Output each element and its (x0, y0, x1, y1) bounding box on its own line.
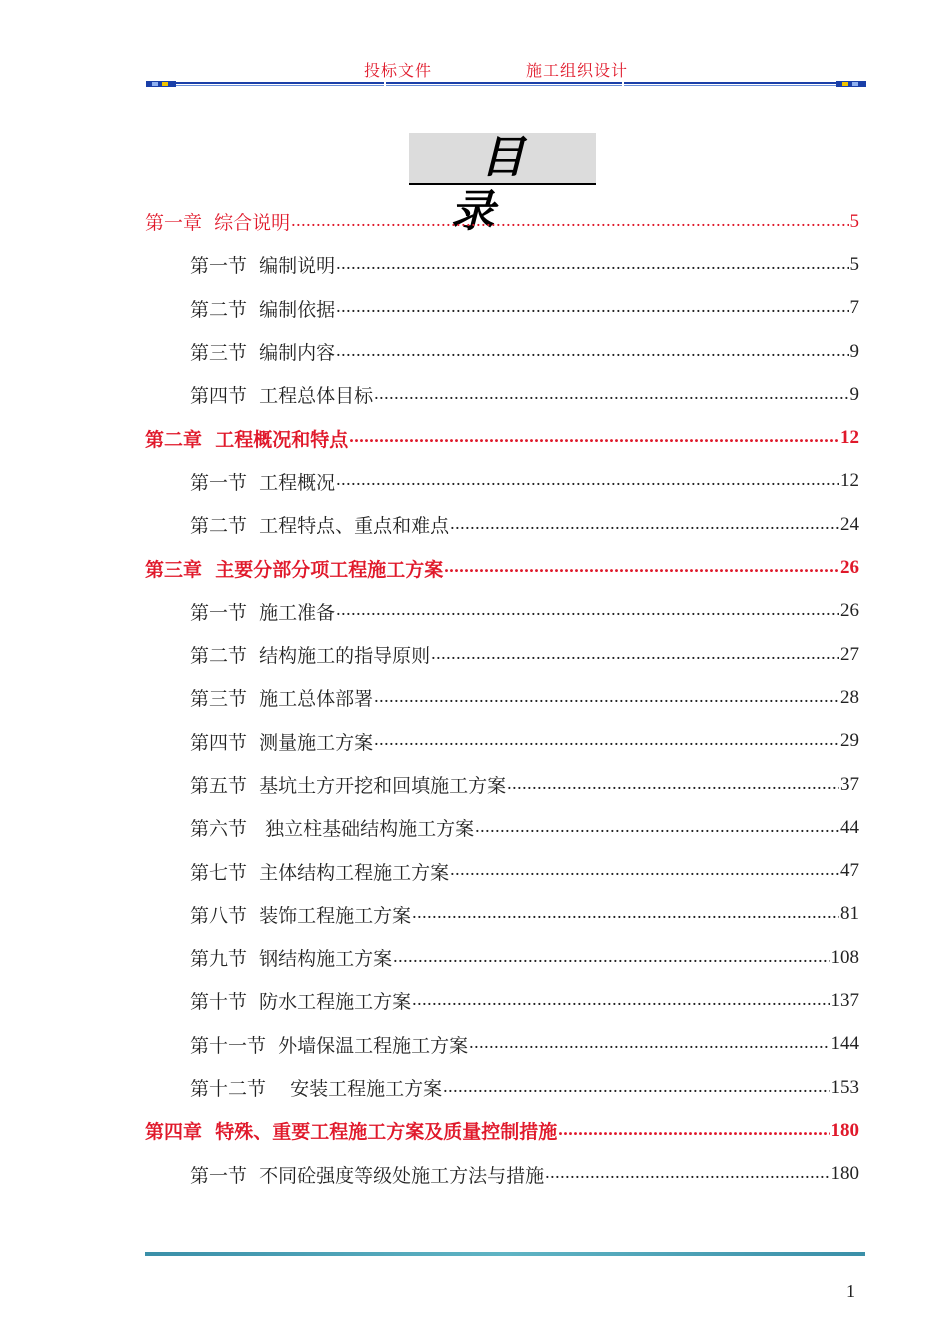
toc-entry-label: 第一章 综合说明 (145, 212, 291, 235)
toc-section-entry[interactable] (145, 763, 859, 806)
toc-entry-page: 12 (840, 470, 859, 492)
toc-entry-page: 9 (849, 340, 859, 362)
toc-entry-label: 第一节 工程概况 (190, 471, 336, 494)
toc-entry-page: 27 (840, 643, 859, 665)
toc-entry-page: 137 (830, 989, 859, 1011)
toc-leader-dots (469, 1033, 829, 1055)
toc-section-entry[interactable] (145, 979, 859, 1022)
toc-entry-label: 第二章 工程概况和特点 (145, 428, 349, 451)
page-header (146, 58, 866, 94)
toc-section-entry[interactable] (145, 1153, 859, 1196)
toc-leader-dots (374, 730, 839, 752)
toc-leader-dots (374, 687, 839, 709)
toc-entry-label: 第五节 基坑土方开挖和回填施工方案 (190, 775, 507, 797)
left-ornament-icon (146, 81, 176, 87)
toc-leader-dots (450, 514, 839, 536)
toc-entry-page: 37 (840, 773, 859, 795)
toc-leader-dots (412, 903, 839, 925)
toc-leader-dots (507, 774, 839, 796)
toc-section-entry[interactable] (145, 460, 859, 503)
header-decorative-rule (146, 80, 866, 88)
toc-entry-label: 第一节 不同砼强度等级处施工方法与措施 (190, 1164, 545, 1187)
toc-entry-label: 第八节 装饰工程施工方案 (190, 904, 412, 927)
toc-entry-page: 44 (840, 816, 859, 838)
toc-leader-dots (336, 470, 839, 492)
toc-entry-label: 第九节 钢结构施工方案 (190, 948, 393, 971)
toc-leader-dots (443, 1077, 829, 1099)
toc-entry-label: 第一节 施工准备 (190, 601, 336, 624)
toc-section-entry[interactable] (145, 373, 859, 416)
toc-entry-page: 108 (830, 946, 859, 968)
toc-chapter-entry[interactable] (145, 416, 859, 459)
toc-section-entry[interactable] (145, 893, 859, 936)
toc-section-entry[interactable] (145, 503, 859, 546)
toc-leader-dots (349, 427, 839, 449)
toc-entry-label: 第十节 防水工程施工方案 (190, 991, 412, 1014)
toc-leader-dots (444, 557, 839, 579)
toc-leader-dots (431, 644, 839, 666)
right-ornament-icon (836, 81, 866, 87)
toc-leader-dots (336, 341, 848, 363)
toc-leader-dots (291, 211, 848, 233)
toc-section-entry[interactable] (145, 1066, 859, 1109)
toc-entry-label: 第二节 编制依据 (190, 298, 336, 321)
toc-entry-page: 180 (830, 1119, 859, 1141)
toc-leader-dots (374, 384, 848, 406)
table-of-contents (145, 200, 859, 1196)
toc-entry-page: 81 (840, 903, 859, 925)
toc-entry-label: 第十一节 外墙保温工程施工方案 (190, 1034, 469, 1057)
toc-entry-page: 12 (840, 427, 859, 449)
toc-entry-label: 第十二节 安装工程施工方案 (190, 1078, 443, 1101)
toc-section-entry[interactable] (145, 720, 859, 763)
toc-section-entry[interactable] (145, 806, 859, 849)
toc-entry-page: 28 (840, 686, 859, 708)
toc-entry-page: 26 (840, 557, 859, 579)
toc-entry-label: 第三节 编制内容 (190, 342, 336, 365)
page-number: 1 (846, 1281, 855, 1301)
toc-section-entry[interactable] (145, 936, 859, 979)
toc-section-entry[interactable] (145, 633, 859, 676)
toc-entry-page: 47 (840, 860, 859, 882)
toc-section-entry[interactable] (145, 849, 859, 892)
toc-entry-label: 第四节 工程总体目标 (190, 385, 374, 408)
toc-chapter-entry[interactable] (145, 1109, 859, 1152)
toc-section-entry[interactable] (145, 243, 859, 286)
toc-entry-page: 9 (849, 383, 859, 405)
toc-entry-page: 5 (849, 253, 859, 275)
toc-entry-page: 29 (840, 730, 859, 752)
toc-entry-page: 180 (830, 1163, 859, 1185)
footer-rule (145, 1252, 865, 1256)
toc-leader-dots (393, 947, 829, 969)
toc-section-entry[interactable] (145, 287, 859, 330)
toc-entry-page: 153 (830, 1076, 859, 1098)
toc-entry-page: 144 (830, 1033, 859, 1055)
toc-chapter-entry[interactable] (145, 200, 859, 243)
toc-entry-page: 5 (849, 210, 859, 232)
toc-entry-label: 第四章 特殊、重要工程施工方案及质量控制措施 (145, 1121, 558, 1144)
toc-section-entry[interactable] (145, 676, 859, 719)
toc-entry-label: 第三章 主要分部分项工程施工方案 (145, 558, 444, 581)
toc-leader-dots (336, 297, 848, 319)
toc-leader-dots (545, 1163, 829, 1185)
toc-title: 目录 (450, 132, 585, 237)
header-right-text: 施工组织设计 (526, 61, 629, 80)
toc-section-entry[interactable] (145, 330, 859, 373)
toc-leader-dots (450, 860, 839, 882)
toc-entry-page: 26 (840, 600, 859, 622)
toc-entry-label: 第七节 主体结构工程施工方案 (190, 861, 450, 884)
toc-title-box (409, 132, 596, 237)
toc-section-entry[interactable] (145, 590, 859, 633)
header-left-text: 投标文件 (364, 61, 433, 80)
toc-entry-label: 第三节 施工总体部署 (190, 688, 374, 711)
toc-entry-label: 第二节 工程特点、重点和难点 (190, 515, 450, 538)
toc-chapter-entry[interactable] (145, 546, 859, 589)
toc-entry-page: 7 (849, 297, 859, 319)
toc-entry-label: 第一节 编制说明 (190, 255, 336, 278)
toc-leader-dots (336, 254, 848, 276)
toc-entry-label: 第四节 测量施工方案 (190, 731, 374, 754)
toc-leader-dots (475, 817, 839, 839)
toc-leader-dots (336, 600, 839, 622)
toc-leader-dots (558, 1120, 829, 1142)
toc-entry-page: 24 (840, 513, 859, 535)
toc-section-entry[interactable] (145, 1023, 859, 1066)
toc-entry-label: 第二节 结构施工的指导原则 (190, 645, 431, 668)
toc-leader-dots (412, 990, 829, 1012)
toc-entry-label: 第六节 独立柱基础结构施工方案 (190, 818, 475, 841)
